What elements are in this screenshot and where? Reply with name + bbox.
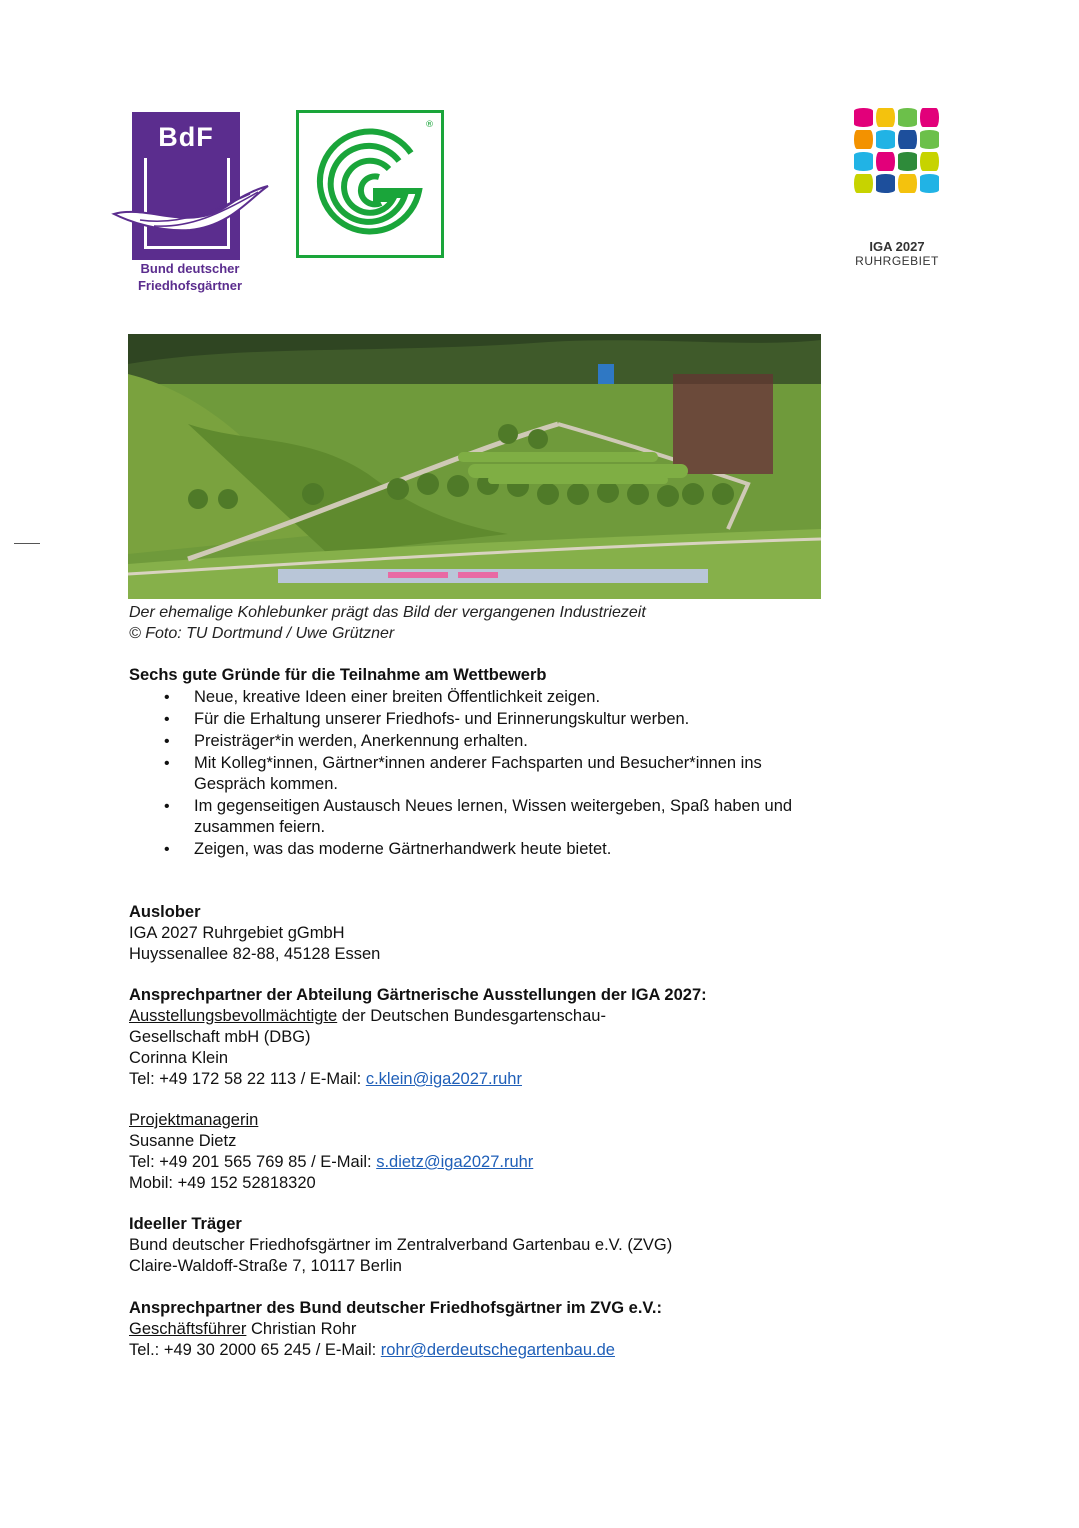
traeger-address: Claire-Waldoff-Straße 7, 10117 Berlin	[129, 1257, 402, 1275]
bdf-contact-email-link[interactable]: rohr@derdeutschegartenbau.de	[380, 1341, 615, 1359]
auslober-section	[129, 902, 829, 965]
list-item: • Mit Kolleg*innen, Gärtner*innen anderer Fachsparten und Besucher*innen ins Gespräch kommen.	[129, 753, 784, 795]
pm-mobile: Mobil: +49 152 52818320	[129, 1174, 316, 1192]
auslober-address: Huyssenallee 82-88, 45128 Essen	[129, 945, 381, 963]
iga-contact-email-link[interactable]: c.klein@iga2027.ruhr	[365, 1070, 522, 1088]
bdf-contact-role: Geschäftsführer	[129, 1320, 247, 1338]
iga-contact-tel: Tel: +49 172 58 22 113 / E-Mail:	[129, 1070, 366, 1088]
list-item: • Neue, kreative Ideen einer breiten Öffentlichkeit zeigen.	[129, 687, 829, 708]
traeger-org: Bund deutscher Friedhofsgärtner im Zentralverband Gartenbau e.V. (ZVG)	[129, 1236, 673, 1254]
pm-tel: Tel: +49 201 565 769 85 / E-Mail:	[129, 1153, 377, 1171]
traeger-heading: Ideeller Träger	[129, 1215, 242, 1233]
iga-contact-section	[129, 985, 849, 1090]
landscape-photo-image	[128, 334, 821, 599]
pm-email-link[interactable]: s.dietz@iga2027.ruhr	[376, 1153, 534, 1171]
bdf-contact-role-line	[129, 1319, 829, 1340]
pm-phone	[129, 1152, 829, 1173]
registered-mark: ®	[425, 120, 434, 130]
bdf-contact-name: Christian Rohr	[246, 1320, 357, 1338]
bird-wing-icon	[110, 174, 270, 244]
auslober-heading: Auslober	[129, 903, 201, 921]
photo-credit: © Foto: TU Dortmund / Uwe Grützner	[129, 625, 395, 642]
list-item: • Preisträger*in werden, Anerkennung erhalten.	[129, 731, 829, 752]
auslober-org: IGA 2027 Ruhrgebiet gGmbH	[129, 924, 345, 942]
margin-mark	[14, 543, 40, 544]
iga-logo-subtitle: RUHRGEBIET	[855, 254, 939, 268]
bdf-logo-line1: Bund deutscher	[140, 261, 240, 276]
traeger-section	[129, 1214, 829, 1277]
gaertner-g-logo	[296, 110, 444, 258]
iga-contact-heading: Ansprechpartner der Abteilung Gärtnerische Ausstellungen der IGA 2027:	[129, 986, 707, 1004]
photo-caption	[129, 602, 829, 644]
iga-logo	[850, 106, 944, 271]
iga-contact-org-line2: Gesellschaft mbH (DBG)	[129, 1028, 311, 1046]
list-item: • Für die Erhaltung unserer Friedhofs- und Erinnerungskultur werben.	[129, 709, 829, 730]
bdf-logo-text	[110, 260, 270, 294]
bdf-contact-section	[129, 1298, 829, 1361]
bdf-contact-tel: Tel.: +49 30 2000 65 245 / E-Mail:	[129, 1341, 381, 1359]
reasons-list	[129, 687, 829, 861]
iga-contact-phone	[129, 1069, 849, 1090]
iga-leaf-grid-icon	[852, 106, 942, 196]
list-item: • Im gegenseitigen Austausch Neues lernen, Wissen weitergeben, Spaß haben und zusammen feiern.	[129, 796, 824, 838]
list-item: • Zeigen, was das moderne Gärtnerhandwerk heute bietet.	[129, 839, 829, 860]
aerial-photo	[128, 334, 821, 599]
bdf-contact-heading: Ansprechpartner des Bund deutscher Friedhofsgärtner im ZVG e.V.:	[129, 1299, 663, 1317]
iga-contact-name: Corinna Klein	[129, 1049, 229, 1067]
iga-contact-role-title: Ausstellungsbevollmächtigte	[129, 1007, 338, 1025]
bdf-logo	[110, 108, 270, 298]
reasons-heading: Sechs gute Gründe für die Teilnahme am Wettbewerb	[129, 666, 547, 684]
iga-contact-org: der Deutschen Bundesgartenschau-	[337, 1007, 606, 1025]
pm-name: Susanne Dietz	[129, 1132, 237, 1150]
iga-contact-role	[129, 1006, 849, 1027]
pm-role: Projektmanagerin	[129, 1111, 259, 1129]
iga-logo-title: IGA 2027	[869, 239, 925, 254]
pm-contact-section	[129, 1110, 829, 1194]
bdf-contact-phone	[129, 1340, 829, 1361]
g-spiral-icon	[299, 113, 441, 255]
bdf-letters: BdF	[158, 122, 214, 152]
photo-caption-line1: Der ehemalige Kohlebunker prägt das Bild der vergangenen Industriezeit	[129, 604, 646, 621]
bdf-logo-line2: Friedhofsgärtner	[137, 278, 242, 293]
